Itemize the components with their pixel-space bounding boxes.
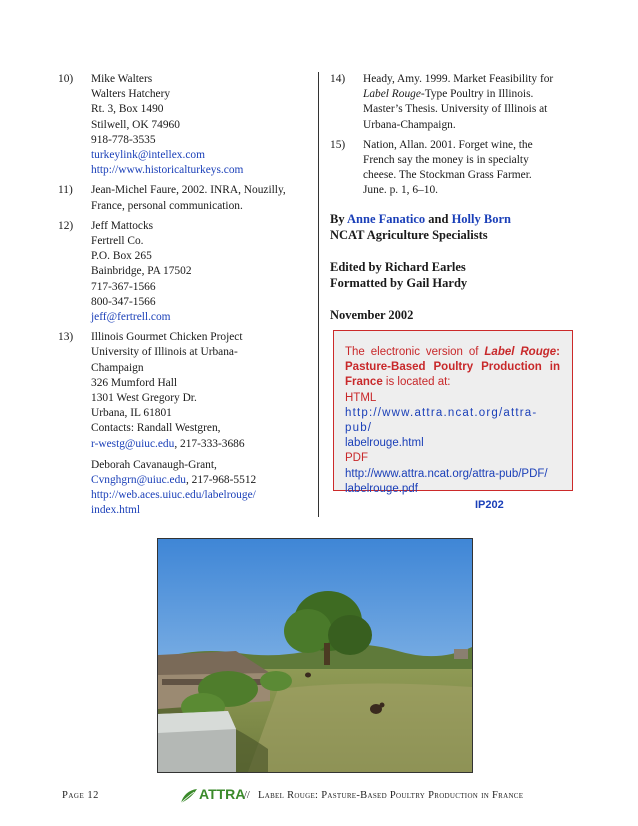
reference-10: [58, 72, 308, 178]
electronic-version-box: [333, 330, 573, 495]
author-link[interactable]: Anne Fanatico: [347, 211, 426, 226]
phone: , 217-333-3686: [174, 437, 245, 450]
ref-line: Illinois Gourmet Chicken Project: [91, 331, 243, 344]
ref-line: cheese. The Stockman Grass Farmer.: [363, 169, 532, 182]
edited-by: Edited by Richard Earles: [330, 259, 466, 274]
page-number: Page 12: [62, 790, 99, 801]
ref-line: 717-367-1566: [91, 280, 156, 293]
ref-line: Jean-Michel Faure, 2002. INRA, Nouzilly,: [91, 184, 286, 197]
ref-line: University of Illinois at Urbana-: [91, 346, 238, 359]
html-url-link[interactable]: http://www.attra.ncat.org/attra-pub/: [345, 406, 538, 435]
phone: , 217-968-5512: [185, 474, 257, 487]
farm-photo: [157, 538, 473, 773]
page-footer: [62, 786, 574, 806]
attra-logo: ATTRA: [199, 786, 246, 802]
reference-number: 11): [58, 184, 73, 197]
url-link[interactable]: index.html: [91, 504, 141, 517]
organization: NCAT Agriculture Specialists: [330, 227, 488, 242]
reference-number: 14): [330, 73, 346, 85]
html-label: HTML: [345, 391, 377, 404]
box-title: Pasture-Based Poultry Production in France: [345, 361, 560, 389]
column-divider: [318, 72, 319, 517]
publication-code: IP202: [475, 499, 504, 511]
ref-line: Mike Walters: [91, 73, 153, 85]
box-colon: :: [556, 346, 560, 358]
attra-leaf-icon: [179, 787, 199, 805]
formatted-by: Formatted by Gail Hardy: [330, 275, 468, 290]
reference-number: 12): [58, 219, 74, 232]
ref-line: Jeff Mattocks: [91, 219, 154, 232]
ref-line: 1301 West Gregory Dr.: [91, 392, 197, 405]
and-label: and: [425, 211, 452, 226]
references-right-column: [330, 72, 580, 339]
footer-separator: //: [244, 790, 250, 801]
credits: [330, 211, 580, 323]
ref-line: 326 Mumford Hall: [91, 376, 178, 389]
ref-text: -Type Poultry in Illinois.: [420, 88, 534, 101]
ref-line: France, personal communication.: [91, 199, 243, 212]
html-url-link[interactable]: labelrouge.html: [345, 437, 424, 450]
box-intro: The electronic version of: [345, 346, 485, 358]
ref-line: Fertrell Co.: [91, 235, 144, 248]
ref-line: Heady, Amy. 1999. Market Feasibility for: [363, 73, 554, 85]
reference-number: 10): [58, 73, 74, 85]
ref-line: Walters Hatchery: [91, 88, 171, 101]
email-link[interactable]: r-westg@uiuc.edu: [91, 437, 175, 450]
ref-line: French say the money is in specialty: [363, 154, 529, 167]
ref-line: Urbana, IL 61801: [91, 407, 172, 420]
reference-12: [58, 219, 308, 325]
reference-number: 13): [58, 331, 74, 344]
ref-line: Urbana-Champaign.: [363, 118, 456, 131]
reference-number: 15): [330, 138, 346, 151]
ref-line: Contacts: Randall Westgren,: [91, 422, 221, 435]
publication-date: November 2002: [330, 307, 414, 322]
pdf-url-link[interactable]: http://www.attra.ncat.org/attra-pub/PDF/: [345, 467, 548, 480]
email-link[interactable]: Cvnghgrn@uiuc.edu: [91, 474, 186, 487]
url-link[interactable]: http://www.historicalturkeys.com: [91, 164, 244, 177]
footer-title: Label Rouge: Pasture-Based Poultry Production in France: [258, 790, 524, 801]
references-left-column: [58, 72, 308, 524]
reference-13: [58, 330, 308, 518]
reference-15: [330, 138, 580, 199]
ref-italic: Label Rouge: [363, 88, 421, 101]
email-link[interactable]: turkeylink@intellex.com: [91, 149, 205, 162]
pdf-url-link[interactable]: labelrouge.pdf: [345, 482, 418, 495]
ref-line: Master’s Thesis. University of Illinois at: [363, 103, 548, 116]
ref-line: P.O. Box 265: [91, 250, 152, 263]
by-label: By: [330, 211, 348, 226]
ref-line: June. p. 1, 6–10.: [363, 184, 438, 197]
ref-line: 800-347-1566: [91, 295, 156, 308]
box-title-italic: Label Rouge: [484, 346, 557, 358]
ref-line: Deborah Cavanaugh-Grant,: [91, 458, 217, 471]
ref-line: Rt. 3, Box 1490: [91, 103, 164, 116]
url-link[interactable]: http://web.aces.uiuc.edu/labelrouge/: [91, 489, 256, 502]
ref-line: Stilwell, OK 74960: [91, 118, 180, 131]
email-link[interactable]: jeff@fertrell.com: [91, 311, 171, 324]
reference-11: [58, 183, 308, 213]
ref-line: Bainbridge, PA 17502: [91, 265, 192, 278]
pdf-label: PDF: [345, 452, 368, 465]
reference-14: [330, 72, 580, 133]
author-link[interactable]: Holly Born: [451, 211, 511, 226]
box-located: is located at:: [382, 376, 451, 389]
ref-line: Nation, Allan. 2001. Forget wine, the: [363, 138, 533, 151]
ref-line: Champaign: [91, 361, 144, 374]
ref-line: 918-778-3535: [91, 133, 156, 146]
